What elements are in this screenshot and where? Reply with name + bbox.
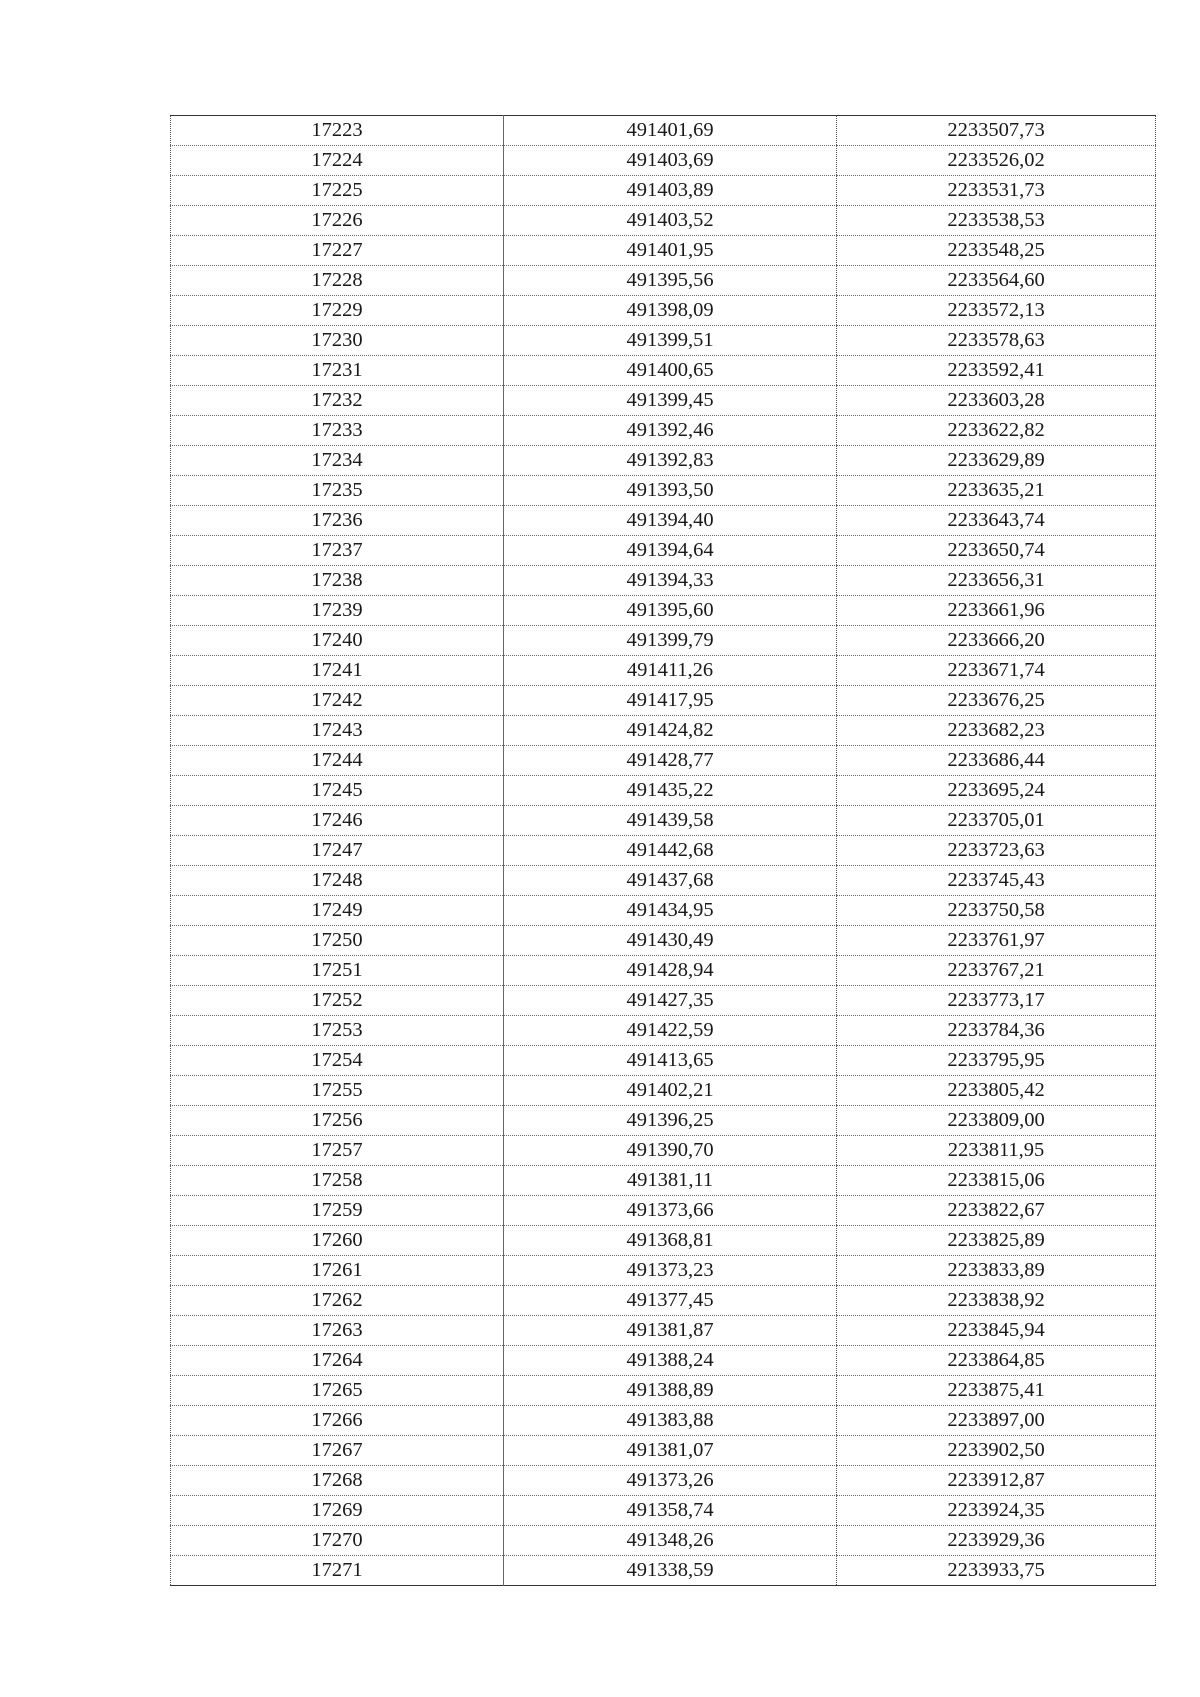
x-coordinate-cell: 491383,88	[504, 1406, 837, 1436]
table-row	[171, 1196, 1156, 1226]
y-coordinate-cell: 2233723,63	[837, 836, 1156, 866]
y-coordinate-cell: 2233767,21	[837, 956, 1156, 986]
point-number-cell: 17233	[171, 416, 504, 446]
x-coordinate-cell: 491403,69	[504, 146, 837, 176]
point-number-cell: 17229	[171, 296, 504, 326]
table-row	[171, 1556, 1156, 1586]
table-row	[171, 1526, 1156, 1556]
y-coordinate-cell: 2233795,95	[837, 1046, 1156, 1076]
x-coordinate-cell: 491417,95	[504, 686, 837, 716]
table-row	[171, 356, 1156, 386]
point-number-cell: 17226	[171, 206, 504, 236]
y-coordinate-cell: 2233635,21	[837, 476, 1156, 506]
y-coordinate-cell: 2233912,87	[837, 1466, 1156, 1496]
y-coordinate-cell: 2233838,92	[837, 1286, 1156, 1316]
y-coordinate-cell: 2233933,75	[837, 1556, 1156, 1586]
table-row	[171, 326, 1156, 356]
table-row	[171, 206, 1156, 236]
table-row	[171, 146, 1156, 176]
point-number-cell: 17241	[171, 656, 504, 686]
table-row	[171, 1496, 1156, 1526]
point-number-cell: 17257	[171, 1136, 504, 1166]
table-row	[171, 1466, 1156, 1496]
x-coordinate-cell: 491437,68	[504, 866, 837, 896]
point-number-cell: 17248	[171, 866, 504, 896]
x-coordinate-cell: 491390,70	[504, 1136, 837, 1166]
y-coordinate-cell: 2233929,36	[837, 1526, 1156, 1556]
x-coordinate-cell: 491411,26	[504, 656, 837, 686]
x-coordinate-cell: 491428,77	[504, 746, 837, 776]
coordinates-table	[170, 115, 1156, 1586]
point-number-cell: 17265	[171, 1376, 504, 1406]
x-coordinate-cell: 491388,24	[504, 1346, 837, 1376]
x-coordinate-cell: 491427,35	[504, 986, 837, 1016]
table-row	[171, 1256, 1156, 1286]
x-coordinate-cell: 491400,65	[504, 356, 837, 386]
x-coordinate-cell: 491373,23	[504, 1256, 837, 1286]
point-number-cell: 17270	[171, 1526, 504, 1556]
y-coordinate-cell: 2233875,41	[837, 1376, 1156, 1406]
point-number-cell: 17253	[171, 1016, 504, 1046]
y-coordinate-cell: 2233902,50	[837, 1436, 1156, 1466]
table-row	[171, 866, 1156, 896]
point-number-cell: 17254	[171, 1046, 504, 1076]
y-coordinate-cell: 2233676,25	[837, 686, 1156, 716]
point-number-cell: 17234	[171, 446, 504, 476]
x-coordinate-cell: 491392,46	[504, 416, 837, 446]
y-coordinate-cell: 2233833,89	[837, 1256, 1156, 1286]
point-number-cell: 17268	[171, 1466, 504, 1496]
table-row	[171, 176, 1156, 206]
point-number-cell: 17245	[171, 776, 504, 806]
table-row	[171, 596, 1156, 626]
point-number-cell: 17246	[171, 806, 504, 836]
x-coordinate-cell: 491442,68	[504, 836, 837, 866]
x-coordinate-cell: 491435,22	[504, 776, 837, 806]
point-number-cell: 17264	[171, 1346, 504, 1376]
table-row	[171, 836, 1156, 866]
y-coordinate-cell: 2233705,01	[837, 806, 1156, 836]
point-number-cell: 17258	[171, 1166, 504, 1196]
point-number-cell: 17262	[171, 1286, 504, 1316]
table-row	[171, 956, 1156, 986]
point-number-cell: 17224	[171, 146, 504, 176]
point-number-cell: 17259	[171, 1196, 504, 1226]
x-coordinate-cell: 491395,60	[504, 596, 837, 626]
point-number-cell: 17261	[171, 1256, 504, 1286]
x-coordinate-cell: 491373,66	[504, 1196, 837, 1226]
x-coordinate-cell: 491358,74	[504, 1496, 837, 1526]
table-row	[171, 1106, 1156, 1136]
y-coordinate-cell: 2233822,67	[837, 1196, 1156, 1226]
table-row	[171, 236, 1156, 266]
y-coordinate-cell: 2233815,06	[837, 1166, 1156, 1196]
x-coordinate-cell: 491399,79	[504, 626, 837, 656]
point-number-cell: 17235	[171, 476, 504, 506]
table-row	[171, 506, 1156, 536]
table-row	[171, 1076, 1156, 1106]
table-row	[171, 926, 1156, 956]
x-coordinate-cell: 491401,95	[504, 236, 837, 266]
table-row	[171, 896, 1156, 926]
point-number-cell: 17271	[311, 1559, 363, 1581]
point-number-cell: 17247	[171, 836, 504, 866]
y-coordinate-cell: 2233686,44	[837, 746, 1156, 776]
point-number-cell: 17266	[171, 1406, 504, 1436]
y-coordinate-cell: 2233825,89	[837, 1226, 1156, 1256]
x-coordinate-cell: 491368,81	[504, 1226, 837, 1256]
point-number-cell: 17237	[171, 536, 504, 566]
x-coordinate-cell: 491430,49	[504, 926, 837, 956]
x-coordinate-cell: 491401,69	[504, 116, 837, 146]
x-coordinate-cell: 491394,40	[504, 506, 837, 536]
point-number-cell: 17260	[171, 1226, 504, 1256]
point-number-cell: 17232	[171, 386, 504, 416]
y-coordinate-cell: 2233507,73	[837, 116, 1156, 146]
point-number-cell: 17230	[171, 326, 504, 356]
x-coordinate-cell: 491396,25	[504, 1106, 837, 1136]
y-coordinate-cell: 2233864,85	[837, 1346, 1156, 1376]
y-coordinate-cell: 2233805,42	[837, 1076, 1156, 1106]
point-number-cell: 17223	[171, 116, 504, 146]
point-number-cell: 17269	[171, 1496, 504, 1526]
x-coordinate-cell: 491381,07	[504, 1436, 837, 1466]
x-coordinate-cell: 491402,21	[504, 1076, 837, 1106]
point-number-cell: 17236	[171, 506, 504, 536]
x-coordinate-cell: 491377,45	[504, 1286, 837, 1316]
x-coordinate-cell: 491388,89	[504, 1376, 837, 1406]
x-coordinate-cell: 491403,52	[504, 206, 837, 236]
y-coordinate-cell: 2233629,89	[837, 446, 1156, 476]
table-row	[171, 716, 1156, 746]
point-number-cell: 17225	[171, 176, 504, 206]
table-row	[171, 986, 1156, 1016]
x-coordinate-cell: 491399,45	[504, 386, 837, 416]
y-coordinate-cell: 2233661,96	[837, 596, 1156, 626]
y-coordinate-cell: 2233924,35	[837, 1496, 1156, 1526]
point-number-cell: 17249	[171, 896, 504, 926]
point-number-cell: 17267	[171, 1436, 504, 1466]
y-coordinate-cell: 2233592,41	[837, 356, 1156, 386]
table-row	[171, 1406, 1156, 1436]
table-row	[171, 1016, 1156, 1046]
table-row	[171, 446, 1156, 476]
y-coordinate-cell: 2233572,13	[837, 296, 1156, 326]
x-coordinate-cell: 491373,26	[504, 1466, 837, 1496]
table-row	[171, 626, 1156, 656]
y-coordinate-cell: 2233761,97	[837, 926, 1156, 956]
point-number-cell: 17228	[171, 266, 504, 296]
x-coordinate-cell: 491413,65	[504, 1046, 837, 1076]
point-number-cell: 17252	[171, 986, 504, 1016]
y-coordinate-cell: 2233622,82	[837, 416, 1156, 446]
point-number-cell: 17227	[171, 236, 504, 266]
point-number-cell: 17251	[171, 956, 504, 986]
table-row	[171, 566, 1156, 596]
x-coordinate-cell: 491381,87	[504, 1316, 837, 1346]
table-row	[171, 416, 1156, 446]
point-number-cell: 17256	[171, 1106, 504, 1136]
y-coordinate-cell: 2233750,58	[837, 896, 1156, 926]
y-coordinate-cell: 2233811,95	[837, 1136, 1156, 1166]
x-coordinate-cell: 491393,50	[504, 476, 837, 506]
x-coordinate-cell: 491338,59	[504, 1556, 837, 1586]
x-coordinate-cell: 491434,95	[504, 896, 837, 926]
table-row	[171, 686, 1156, 716]
y-coordinate-cell: 2233531,73	[837, 176, 1156, 206]
x-coordinate-cell: 491394,33	[504, 566, 837, 596]
y-coordinate-cell: 2233666,20	[837, 626, 1156, 656]
y-coordinate-cell: 2233526,02	[837, 146, 1156, 176]
table-row	[171, 1376, 1156, 1406]
x-coordinate-cell: 491381,11	[504, 1166, 837, 1196]
table-row	[171, 1226, 1156, 1256]
y-coordinate-cell: 2233784,36	[837, 1016, 1156, 1046]
x-coordinate-cell: 491392,83	[504, 446, 837, 476]
table-row	[171, 1346, 1156, 1376]
table-row	[171, 386, 1156, 416]
table-row	[171, 266, 1156, 296]
table-row	[171, 1436, 1156, 1466]
table-row	[171, 656, 1156, 686]
table-row	[171, 536, 1156, 566]
y-coordinate-cell: 2233773,17	[837, 986, 1156, 1016]
table-row	[171, 476, 1156, 506]
coordinates-table-body	[171, 116, 1156, 1586]
y-coordinate-cell: 2233845,94	[837, 1316, 1156, 1346]
x-coordinate-cell: 491398,09	[504, 296, 837, 326]
x-coordinate-cell: 491422,59	[504, 1016, 837, 1046]
y-coordinate-cell: 2233671,74	[837, 656, 1156, 686]
point-number-cell: 17244	[171, 746, 504, 776]
table-row	[171, 1046, 1156, 1076]
table-row	[171, 1136, 1156, 1166]
x-coordinate-cell: 491424,82	[504, 716, 837, 746]
table-row	[171, 1286, 1156, 1316]
y-coordinate-cell: 2233897,00	[837, 1406, 1156, 1436]
y-coordinate-cell: 2233603,28	[837, 386, 1156, 416]
y-coordinate-cell: 2233650,74	[837, 536, 1156, 566]
table-row	[171, 776, 1156, 806]
x-coordinate-cell: 491395,56	[504, 266, 837, 296]
point-number-cell: 17263	[171, 1316, 504, 1346]
point-number-cell: 17242	[171, 686, 504, 716]
y-coordinate-cell: 2233564,60	[837, 266, 1156, 296]
y-coordinate-cell: 2233538,53	[837, 206, 1156, 236]
x-coordinate-cell: 491394,64	[504, 536, 837, 566]
table-row	[171, 746, 1156, 776]
x-coordinate-cell: 491439,58	[504, 806, 837, 836]
y-coordinate-cell: 2233682,23	[837, 716, 1156, 746]
point-number-cell: 17239	[171, 596, 504, 626]
point-number-cell: 17238	[171, 566, 504, 596]
y-coordinate-cell: 2233643,74	[837, 506, 1156, 536]
table-row	[171, 296, 1156, 326]
x-coordinate-cell: 491399,51	[504, 326, 837, 356]
table-row	[171, 1316, 1156, 1346]
y-coordinate-cell: 2233656,31	[837, 566, 1156, 596]
point-number-cell: 17250	[171, 926, 504, 956]
x-coordinate-cell: 491403,89	[504, 176, 837, 206]
y-coordinate-cell: 2233578,63	[837, 326, 1156, 356]
x-coordinate-cell: 491348,26	[504, 1526, 837, 1556]
point-number-cell: 17255	[171, 1076, 504, 1106]
point-number-cell: 17240	[171, 626, 504, 656]
x-coordinate-cell: 491428,94	[504, 956, 837, 986]
y-coordinate-cell: 2233548,25	[837, 236, 1156, 266]
table-row	[171, 116, 1156, 146]
table-row	[171, 1166, 1156, 1196]
y-coordinate-cell: 2233745,43	[837, 866, 1156, 896]
y-coordinate-cell: 2233809,00	[837, 1106, 1156, 1136]
point-number-cell: 17231	[171, 356, 504, 386]
point-number-cell: 17243	[171, 716, 504, 746]
y-coordinate-cell: 2233695,24	[837, 776, 1156, 806]
table-row	[171, 806, 1156, 836]
